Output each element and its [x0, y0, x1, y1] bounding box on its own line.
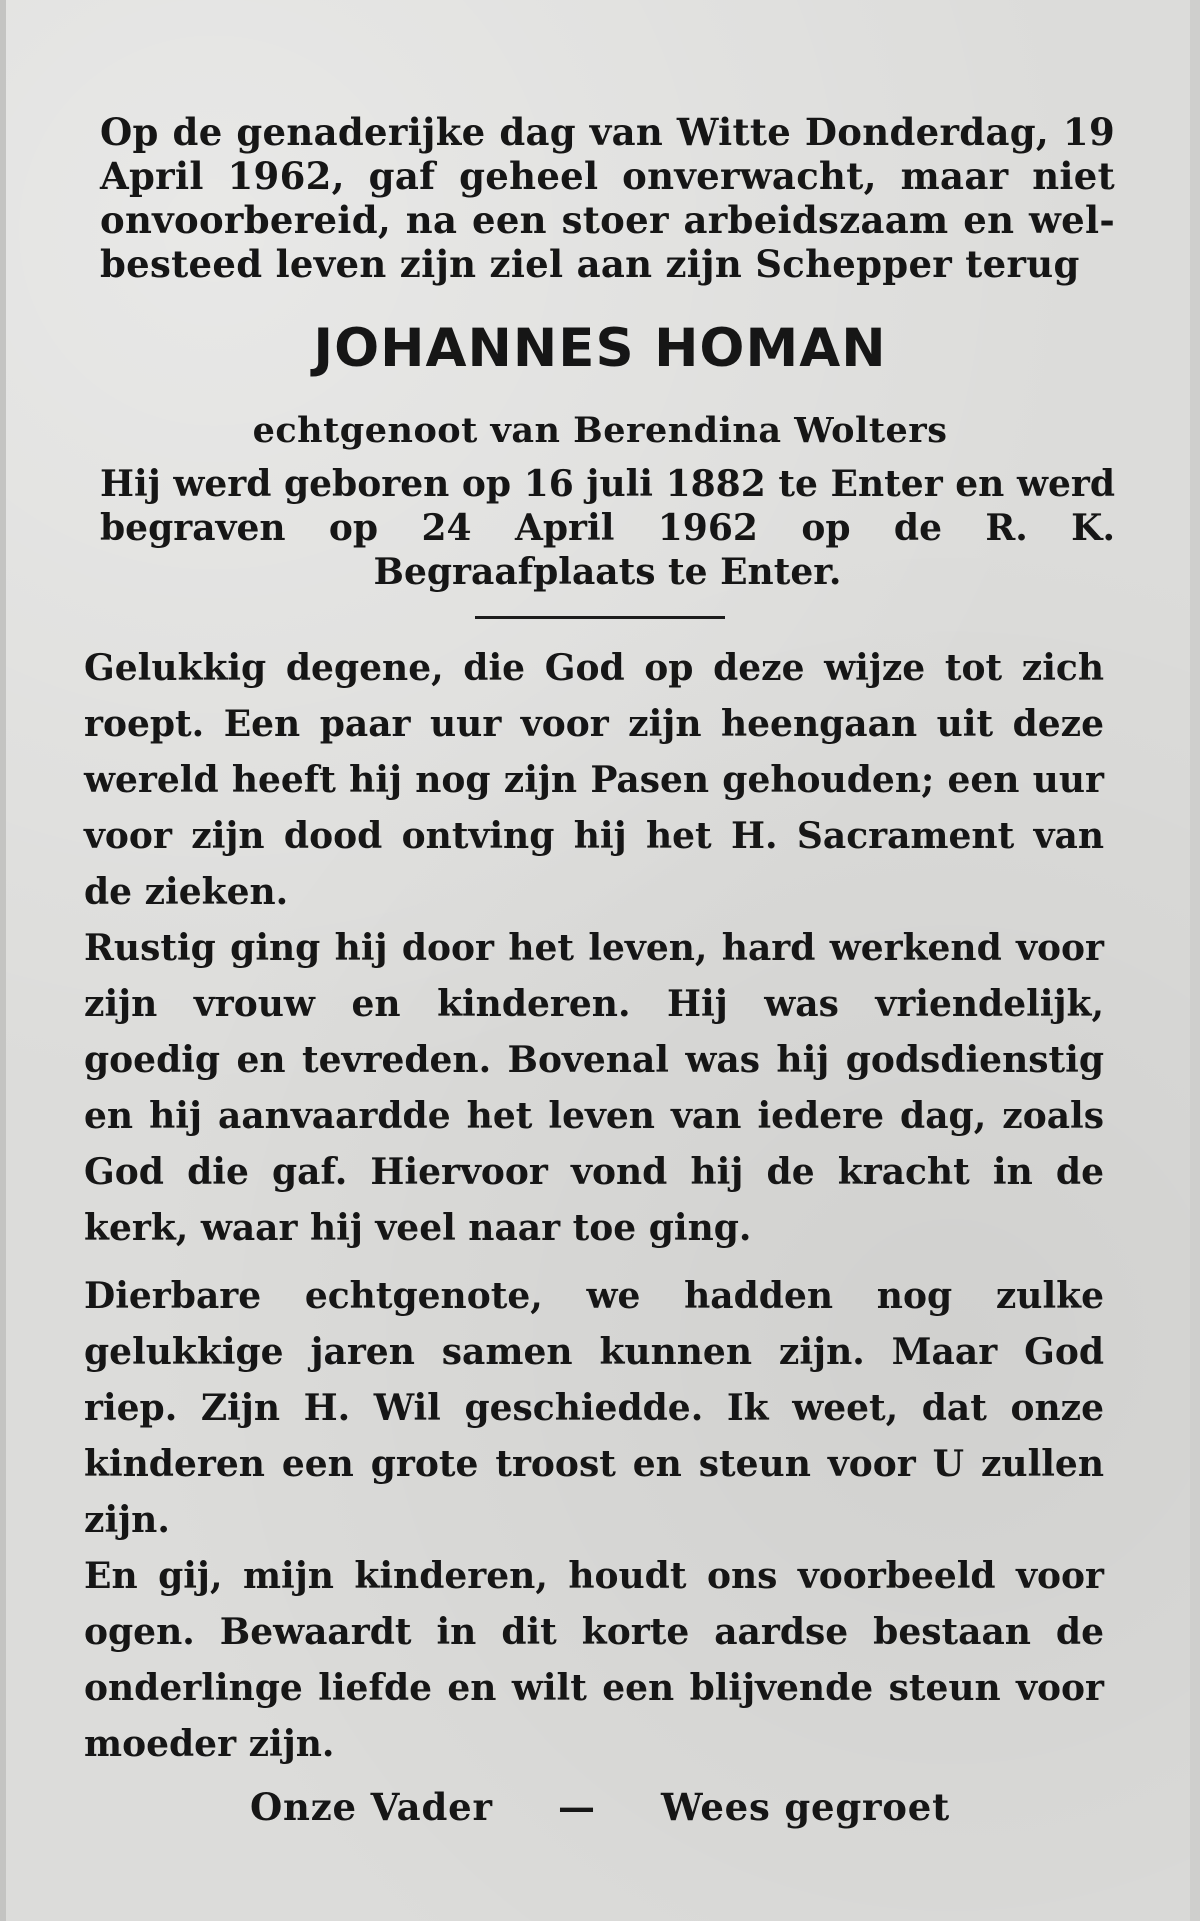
prayer-hail-mary: Wees gegroet	[660, 1785, 950, 1829]
paragraph-spouse: Dierbare echtgenote, we hadden nog zulke gelukkige jaren samen kunnen zijn. Maar God riep. Zijn H. Wil geschiedde. Ik weet, dat onze kinderen een grote troost en steun voor U zullen zijn.	[84, 1275, 1104, 1541]
spouse-line: echtgenoot van Berendina Wolters	[252, 410, 948, 451]
paragraph-faith: Gelukkig degene, die God op deze wijze tot zich roept. Een paar uur voor zijn heengaan uit deze wereld heeft hij nog zijn Pasen gehouden; een uur voor zijn dood ontving hij het H. Sacrament van de zieken.	[84, 647, 1104, 913]
paragraph-children: En gij, mijn kinderen, houdt ons voorbeeld voor ogen. Bewaardt in dit korte aardse bestaan de onderlinge liefde en wilt een blijvende steun voor moeder zijn.	[84, 1555, 1104, 1765]
prayer-our-father: Onze Vader	[250, 1785, 493, 1829]
memorial-text	[84, 640, 1104, 1772]
intro-paragraph: Op de genaderijke dag van Witte Donderdag, 19 April 1962, gaf geheel onverwacht, maar niet onvoorbereid, na een stoer arbeidszaam en wel-besteed leven zijn ziel aan zijn Schepper terug	[100, 110, 1115, 286]
card-edge	[0, 0, 6, 1921]
deceased-name: JOHANNES HOMAN	[313, 318, 887, 379]
prayer-dash: —	[557, 1785, 596, 1829]
divider-line	[475, 616, 725, 619]
prayer-line	[250, 1785, 950, 1829]
paragraph-life: Rustig ging hij door het leven, hard werkend voor zijn vrouw en kinderen. Hij was vriendelijk, goedig en tevreden. Bovenal was hij godsdienstig en hij aanvaardde het leven van iedere dag, zoals God die gaf. Hiervoor vond hij de kracht in de kerk, waar hij veel naar toe ging.	[84, 927, 1104, 1249]
birth-burial-paragraph: Hij werd geboren op 16 juli 1882 te Enter en werd begraven op 24 April 1962 op de R. K. Begraafplaats te Enter.	[100, 463, 1115, 593]
